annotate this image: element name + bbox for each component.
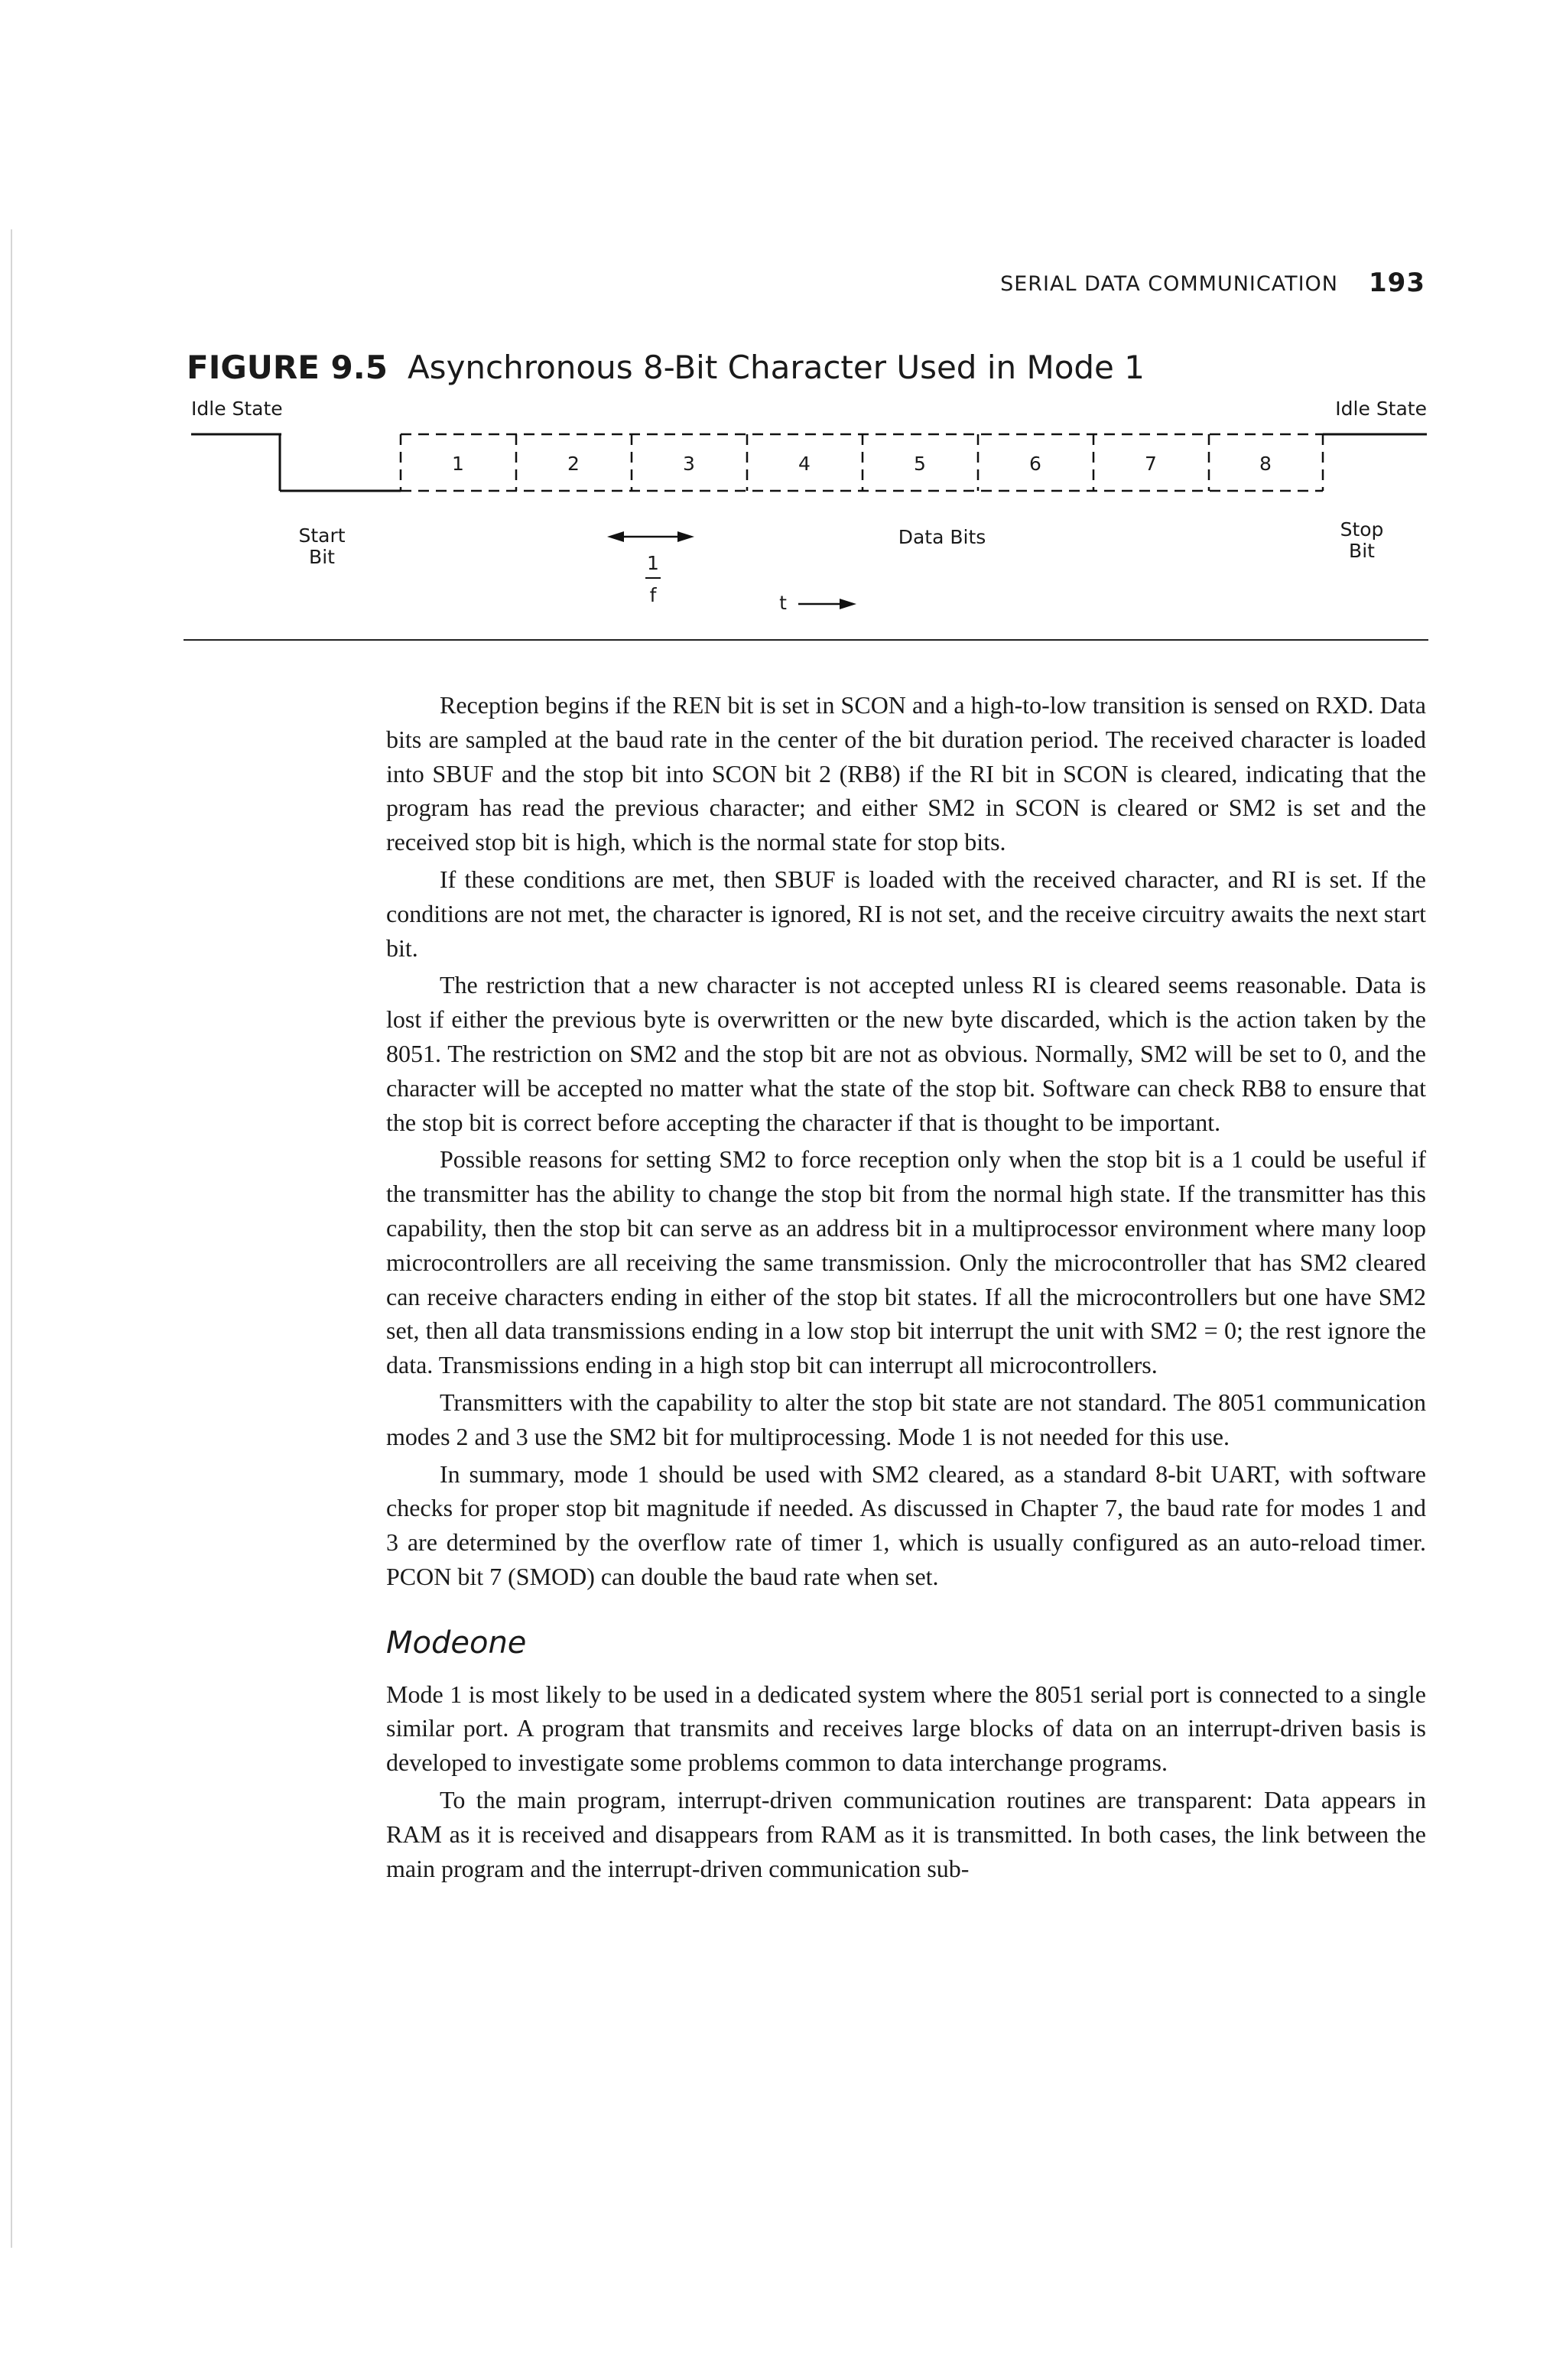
idle-state-left: Idle State — [191, 398, 283, 420]
figure-divider — [184, 639, 1428, 641]
body-text — [386, 688, 1426, 1885]
start-bit-label-line2: Bit — [309, 546, 335, 568]
paragraph: Reception begins if the REN bit is set in SCON and a high-to-low transition is sensed on RXD. Data bits are sampled at the baud rate in the center of the bit duration period. The received character is loaded into SBUF and the stop bit into SCON bit 2 (RB8) if the RI bit in SCON is cleared, indicating that the program has read the previous character; and either SM2 in SCON is cleared or SM2 is set and the received stop bit is high, which is the normal state for stop bits. — [386, 691, 1426, 856]
data-bits-label: Data Bits — [898, 526, 986, 548]
figure-label: FIGURE 9.5 — [187, 349, 388, 386]
paragraph: In summary, mode 1 should be used with SM2 cleared, as a standard 8-bit UART, with software checks for proper stop bit magnitude if needed. As discussed in Chapter 7, the baud rate for modes 1 and 3 are determined by the overflow rate of timer 1, which is usually configured as an auto-reload timer. PCON bit 7 (SMOD) can double the baud rate when set. — [386, 1459, 1426, 1590]
section-heading: Modeone — [386, 1625, 527, 1661]
period-denominator: f — [649, 584, 657, 606]
running-title: SERIAL DATA COMMUNICATION — [1000, 272, 1338, 296]
figure-title: Asynchronous 8-Bit Character Used in Mode 1 — [407, 349, 1145, 386]
time-label: t — [779, 592, 787, 614]
start-bit-label-line1: Start — [298, 524, 346, 547]
timing-diagram — [191, 398, 1427, 646]
bit-label: 8 — [1259, 453, 1272, 475]
period-numerator: 1 — [647, 552, 659, 574]
bit-label: 2 — [567, 453, 580, 475]
bit-label: 6 — [1029, 453, 1041, 475]
paragraph: Mode 1 is most likely to be used in a dedicated system where the 8051 serial port is connected to a single similar port. A program that transmits and receives large blocks of data on an interrupt-driven basis is developed to investigate some problems common to data interchange programs. — [386, 1680, 1426, 1777]
stop-bit-label-line2: Bit — [1349, 540, 1375, 562]
page-number: 193 — [1369, 268, 1425, 298]
bit-label: 4 — [798, 453, 811, 475]
paragraph: Transmitters with the capability to alter the stop bit state are not standard. The 8051 communication modes 2 and 3 use the SM2 bit for multiprocessing. Mode 1 is not needed for this use. — [386, 1388, 1426, 1450]
bit-label: 3 — [683, 453, 695, 475]
stop-bit-label-line1: Stop — [1340, 518, 1384, 541]
bit-label: 7 — [1145, 453, 1157, 475]
bit-label: 1 — [452, 453, 464, 475]
paragraph: The restriction that a new character is not accepted unless RI is cleared seems reasonable. Data is lost if either the previous byte is overwritten or the new byte discarded, which is the action taken by the 8051. The restriction on SM2 and the stop bit are not as obvious. Normally, SM2 will be set to 0, and the character will be accepted no matter what the state of the stop bit. Software can check RB8 to ensure that the stop bit is correct before accepting the character if that is thought to be important. — [386, 971, 1426, 1136]
timing-waveform — [191, 398, 1427, 646]
paragraph: If these conditions are met, then SBUF is loaded with the received character, and RI is set. If the conditions are not met, the character is ignored, RI is not set, and the receive circuitry awaits the next start bit. — [386, 865, 1426, 962]
paragraph: Possible reasons for setting SM2 to force reception only when the stop bit is a 1 could be useful if the transmitter has the ability to change the stop bit from the normal high state. If the transmitter has this capability, then the stop bit can serve as an address bit in a multiprocessor environment where many loop microcontrollers are all receiving the same transmission. Only the microcontroller that has SM2 cleared can receive characters ending in either of the stop bit states. If all the microcontrollers but one have SM2 set, then all data transmissions ending in a low stop bit interrupt the unit with SM2 = 0; the rest ignore the data. Transmissions ending in a high stop bit can interrupt all microcontrollers. — [386, 1145, 1426, 1379]
figure-caption — [187, 349, 1145, 386]
idle-state-right: Idle State — [1335, 398, 1427, 420]
paragraph: To the main program, interrupt-driven communication routines are transparent: Data appears in RAM as it is received and disappears from RAM as it is transmitted. In both cases, the link between the main program and the interrupt-driven communication sub- — [386, 1785, 1426, 1882]
running-header — [841, 268, 1430, 298]
bit-label: 5 — [914, 453, 926, 475]
scan-margin-line — [11, 229, 12, 2248]
